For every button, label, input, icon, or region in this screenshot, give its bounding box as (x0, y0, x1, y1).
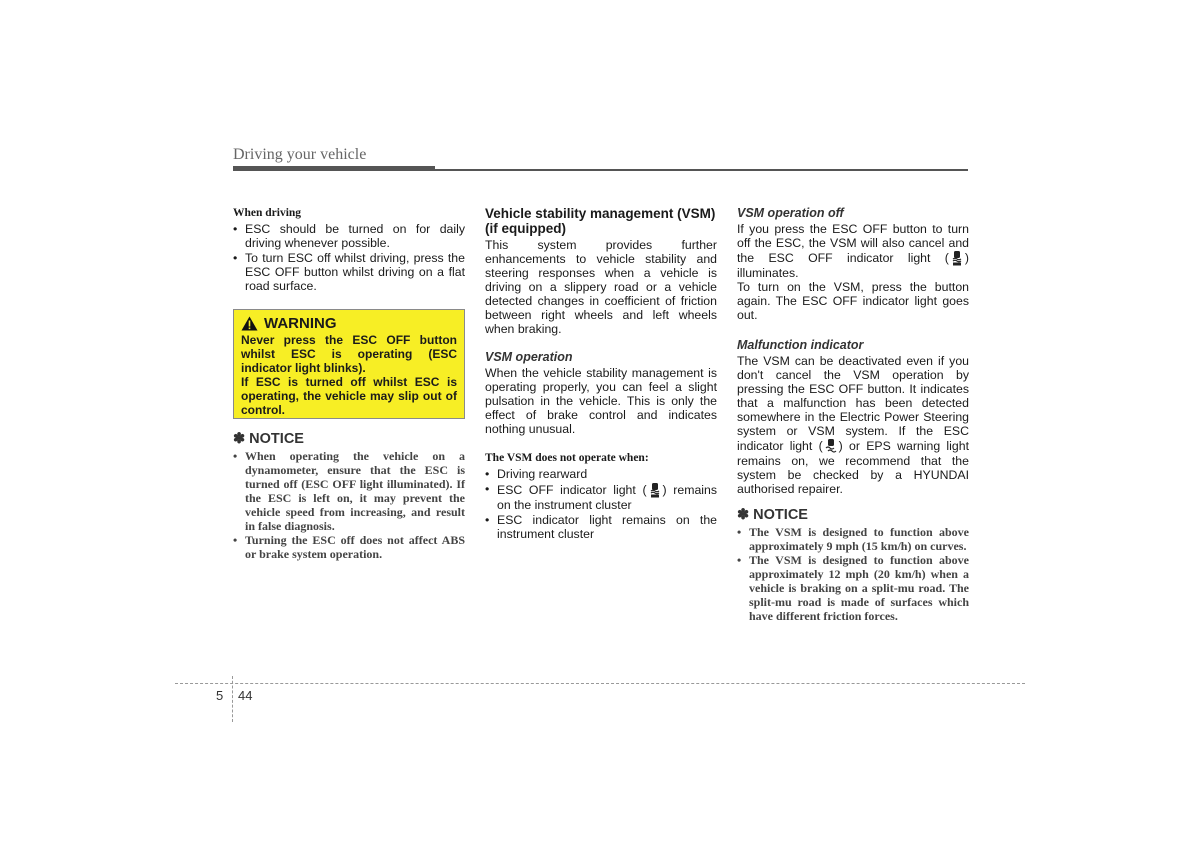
esc-indicator-icon (824, 438, 838, 454)
warning-heading (241, 316, 457, 331)
section-number: 5 (216, 688, 224, 703)
esc-off-indicator-icon (648, 482, 662, 498)
header-rule-thick (233, 166, 435, 171)
notice-list (233, 449, 465, 561)
vsm-title: Vehicle stability management (VSM) (if equipped) (485, 206, 716, 236)
warning-text-1: Never press the ESC OFF button whilst ESC is operating (ESC indicator light blinks). (241, 333, 457, 375)
header-rule-thin (435, 169, 968, 171)
list-item: • To turn ESC off whilst driving, press the ESC OFF button whilst driving on a flat road surface. (233, 251, 465, 293)
notice-item: • Turning the ESC off does not affect ABS or brake system operation. (233, 533, 465, 561)
notice-item: • When operating the vehicle on a dynamometer, ensure that the ESC is turned off (ESC OFF light illuminated). If the ESC is left on, it may prevent the vehicle speed from increasing, and result in false diagnosis. (233, 449, 465, 533)
notice-title: ✽ NOTICE (737, 507, 808, 523)
esc-off-indicator-icon (950, 250, 964, 266)
vsm-off-text-1-end: ) illuminates. (737, 251, 969, 280)
page-section-title: Driving your vehicle (233, 146, 367, 163)
vsm-off-heading: VSM operation off (737, 206, 844, 220)
vsm-off-text-1 (737, 222, 969, 280)
warning-triangle-icon (241, 316, 258, 331)
when-driving-list (233, 222, 465, 293)
list-item (485, 482, 717, 512)
vsm-off-text-1-start: If you press the ESC OFF button to turn off the ESC, the VSM will also cancel and the ESC OFF indicator light ( (737, 222, 969, 265)
not-operate-heading: The VSM does not operate when: (485, 452, 649, 464)
notice-list (737, 525, 969, 623)
column-2 (485, 206, 717, 542)
vsm-off-text-2: To turn on the VSM, press the button again. The ESC OFF indicator light goes out. (737, 280, 969, 322)
footer-dashed-divider (232, 676, 233, 722)
column-3 (737, 206, 969, 623)
column-1 (233, 206, 465, 561)
vsm-operation-text: When the vehicle stability management is operating properly, you can feel a slight pulsation in the vehicle. This is only the effect of brake control and indicates nothing unusual. (485, 366, 717, 436)
notice-title: ✽ NOTICE (233, 431, 304, 447)
notice-item: • The VSM is designed to function above approximately 12 mph (20 km/h) when a vehicle is braking on a split-mu road. The split-mu road is made of surfaces which have different friction forces. (737, 553, 969, 623)
warning-title: WARNING (264, 314, 337, 332)
vsm-operation-heading: VSM operation (485, 350, 573, 364)
list-item-text: ESC OFF indicator light ( (497, 483, 647, 497)
footer-dashed-rule (175, 683, 1025, 684)
warning-box (233, 309, 465, 419)
malfunction-text-end: ) or EPS warning light remains on, we recommend that the system be checked by a HYUNDAI authorised repairer. (737, 439, 969, 496)
malfunction-text (737, 354, 969, 496)
vsm-intro: This system provides further enhancements to vehicle stability and steering responses when a vehicle is driving on a slippery road or a vehicle detected changes in coefficient of friction between right wheels and left wheels when braking. (485, 238, 717, 336)
page-number: 44 (238, 688, 253, 703)
list-item-text: ) remains on the instrument cluster (497, 483, 718, 512)
notice-item: • The VSM is designed to function above approximately 9 mph (15 km/h) on curves. (737, 525, 969, 553)
when-driving-heading: When driving (233, 207, 302, 219)
list-item: • ESC should be turned on for daily driving whenever possible. (233, 222, 465, 250)
malfunction-heading: Malfunction indicator (737, 338, 864, 352)
list-item: • Driving rearward (485, 467, 717, 481)
list-item: • ESC indicator light remains on the instrument cluster (485, 513, 717, 541)
malfunction-text-start: The VSM can be deactivated even if you don't cancel the VSM operation by pressing the ESC OFF button. It indicates that a malfunction has been detected somewhere in the Electric Power Steering system or VSM system. If the ESC indicator light ( (737, 354, 969, 453)
not-operate-list (485, 467, 717, 541)
warning-text-2: If ESC is turned off whilst ESC is operating, the vehicle may slip out of control. (241, 375, 457, 417)
